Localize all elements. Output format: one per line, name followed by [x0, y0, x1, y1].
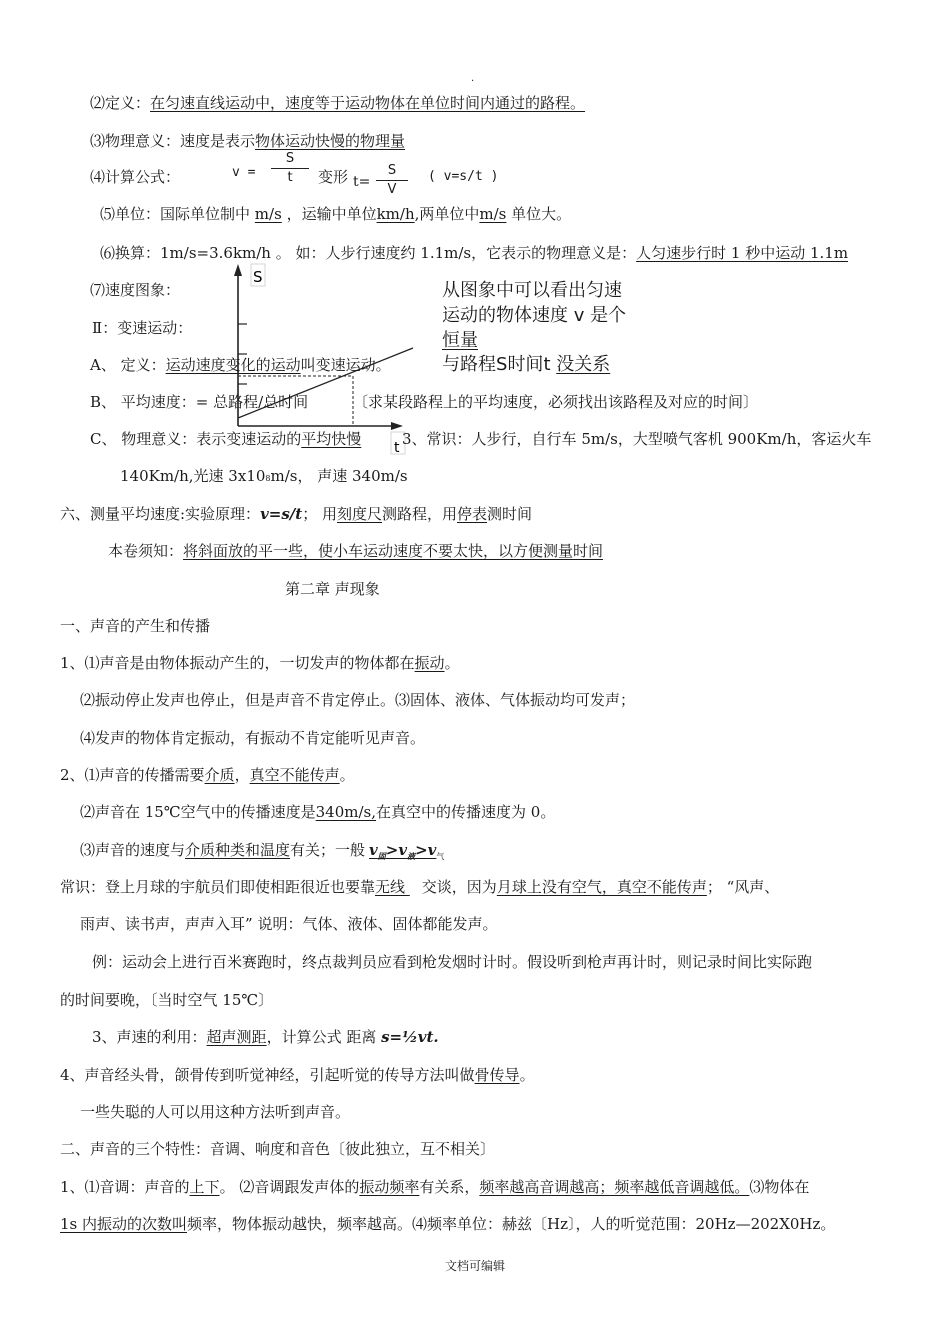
- graph-y-arrow: [234, 264, 242, 276]
- speed-definition: ⑵定义：在匀速直线运动中，速度等于运动物体在单位时间内通过的路程。: [90, 94, 586, 112]
- measure-average-speed: 六、测量平均速度:实验原理：v=s/t； 用刻度尺测路程，用停表测时间: [60, 505, 533, 523]
- common-speeds-cont: 140Km/h,光速 3x108m/s， 声速 340m/s: [120, 467, 408, 485]
- common-speeds: 3、常识：人步行，自行车 5m/s，大型喷气客机 900Km/h，客运火车: [402, 430, 872, 448]
- pitch-definition: 1、⑴音调：声音的上下。 ⑵音调跟发声体的振动频率有关系，频率越高音调越高；频率越低音调越低。⑶物体在: [60, 1178, 810, 1196]
- speed-graph-label: ⑺速度图象：: [90, 281, 181, 299]
- variable-motion-heading: Ⅱ：变速运动：: [92, 319, 193, 337]
- vibration-stop: ⑵振动停止发声也停止，但是声音不肯定停止。⑶固体、液体、气体振动均可发声；: [80, 691, 636, 709]
- example-race-cont: 的时间要晚，〔当时空气 15℃〕: [60, 991, 274, 1009]
- section-heading-1: 一、声音的产生和传播: [60, 617, 211, 635]
- example-race: 例：运动会上进行百米赛跑时，终点裁判员应看到枪发烟时计时。假设听到枪声再计时，则记录时间比实际跑: [92, 953, 813, 971]
- fraction-s-over-v: S V: [376, 164, 408, 197]
- common-sense-moon-cont: 雨声、读书声，声声入耳” 说明：气体、液体、固体都能发声。: [80, 915, 498, 933]
- page-footer: 文档可编辑: [445, 1259, 506, 1273]
- graph-note-3: 恒量: [442, 330, 478, 351]
- formula-t-eq: t=: [353, 174, 371, 190]
- formula-label: ⑷计算公式：: [90, 168, 181, 186]
- average-speed: B、 平均速度：= 总路程/总时间: [90, 393, 309, 411]
- speed-meaning: ⑶物理意义：速度是表示物体运动快慢的物理量: [90, 132, 406, 150]
- sound-speed-usage: 3、声速的利用：超声测距，计算公式 距离 s=½vt.: [92, 1028, 439, 1046]
- chapter-title: 第二章 声现象: [285, 580, 380, 598]
- sound-speed-air: ⑵声音在 15℃空气中的传播速度是340m/s,在真空中的传播速度为 0。: [80, 803, 556, 821]
- fraction-s-over-t: S t: [271, 152, 309, 185]
- unit-conversion: ⑹换算：1m/s=3.6km/h 。 如：人步行速度约 1.1m/s，它表示的物理意义是：人匀速步行时 1 秒中运动 1.1m: [100, 244, 849, 262]
- top-mark: ·: [471, 76, 475, 87]
- speed-units: ⑸单位：国际单位制中 m/s ，运输中单位km/h,两单位中m/s 单位大。: [100, 205, 572, 223]
- formula-transform-label: 变形: [318, 168, 349, 186]
- average-speed-note: 〔求某段路程上的平均速度，必须找出该路程及对应的时间〕: [353, 393, 759, 411]
- graph-y-label: S: [253, 268, 263, 286]
- variable-motion-definition: A、 定义：运动速度变化的运动叫变速运动。: [90, 356, 391, 374]
- vibration-hearing: ⑷发声的物体肯定振动，有振动不肯定能听见声音。: [80, 729, 426, 747]
- bone-conduction: 4、声音经头骨，颌骨传到听觉神经，引起听觉的传导方法叫做骨传导。: [60, 1066, 535, 1084]
- frequency-definition: 1s 内振动的次数叫频率，物体振动越快，频率越高。⑷频率单位：赫兹〔Hz〕，人的听觉范围：20Hz—202X0Hz。: [60, 1215, 836, 1233]
- bone-conduction-note: 一些失聪的人可以用这种方法听到声音。: [80, 1103, 351, 1121]
- formula-paren: ( v=s/t ): [428, 169, 499, 184]
- sound-medium: 2、⑴声音的传播需要介质，真空不能传声。: [60, 766, 355, 784]
- graph-x-label: t: [394, 440, 400, 456]
- section-heading-2: 二、声音的三个特性：音调、响度和音色〔彼此独立，互不相关〕: [60, 1140, 496, 1158]
- sound-speed-factors: ⑶声音的速度与介质种类和温度有关；一般 $v_固>v_液>v_气$: [80, 841, 445, 861]
- graph-note-1: 从图象中可以看出匀速: [442, 280, 622, 301]
- graph-note-4: 与路程S时间t 没关系: [442, 354, 611, 375]
- experiment-notes: 本卷须知：将斜面放的平一些，使小车运动速度不要太快，以方便测量时间: [108, 542, 604, 560]
- sound-production: 1、⑴声音是由物体振动产生的，一切发声的物体都在振动。: [60, 654, 460, 672]
- common-sense-moon: 常识：登上月球的宇航员们即使相距很近也要靠无线 交谈，因为月球上没有空气，真空不能传声； “风声、: [60, 878, 780, 896]
- formula-v-eq: v =: [232, 165, 256, 180]
- average-speed-meaning: C、 物理意义：表示变速运动的平均快慢: [90, 430, 362, 448]
- graph-note-2: 运动的物体速度 v 是个: [442, 305, 627, 326]
